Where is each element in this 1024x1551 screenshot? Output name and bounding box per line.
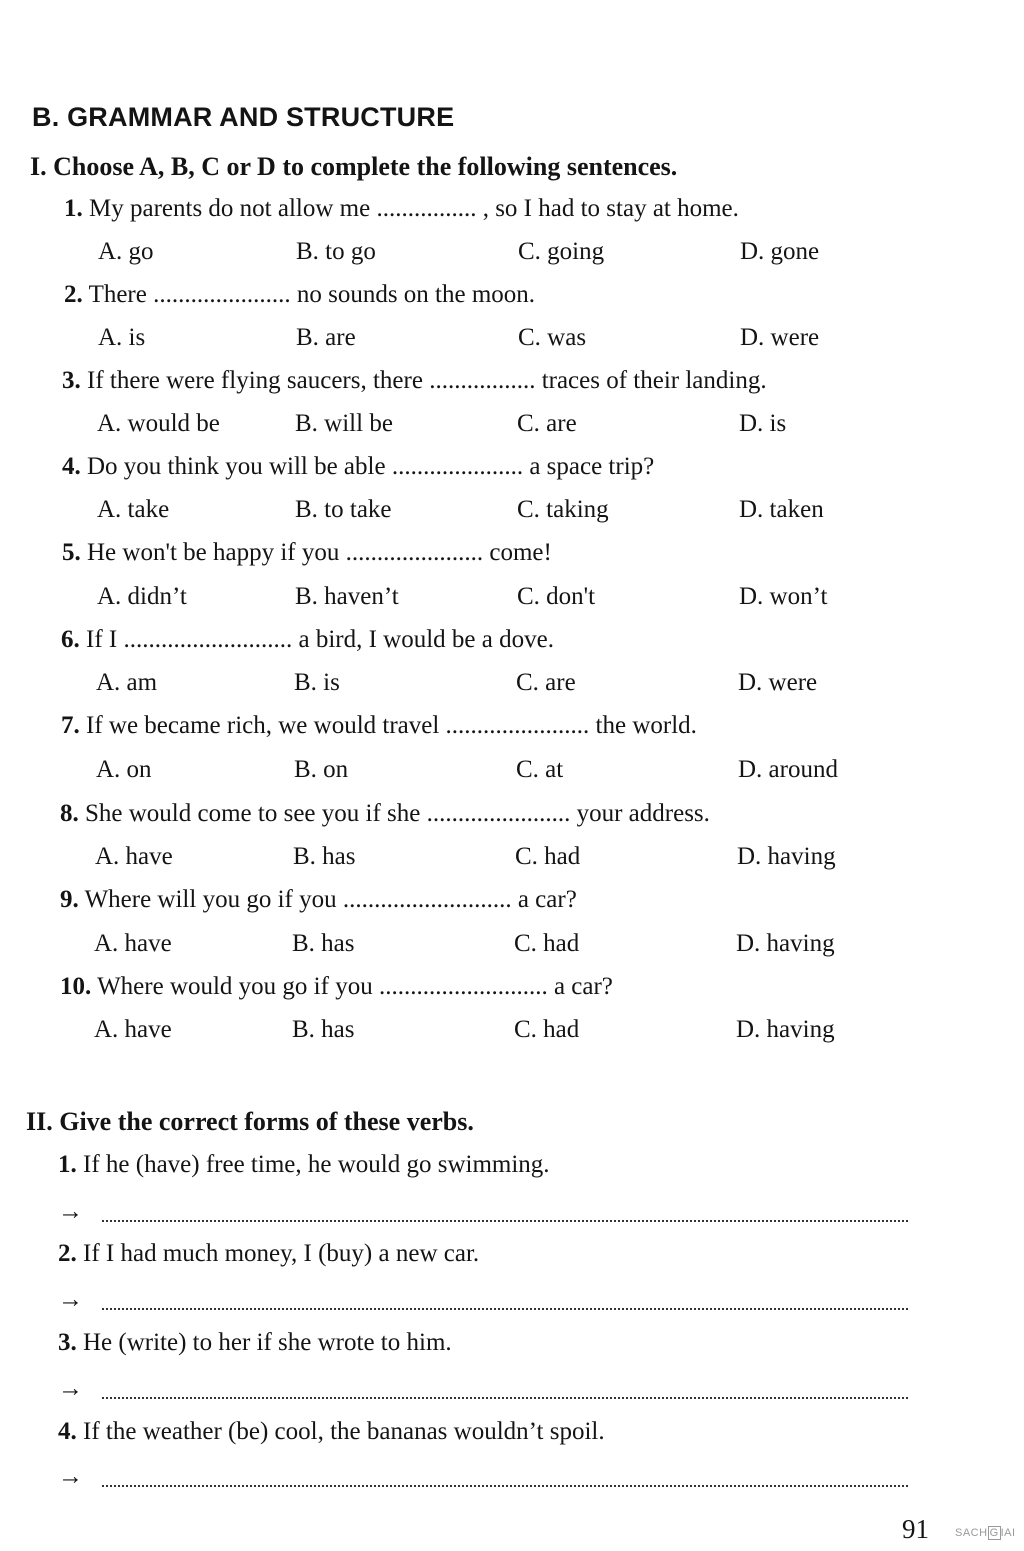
option-c[interactable]: C. don't — [517, 583, 596, 610]
section-title: B. GRAMMAR AND STRUCTURE — [32, 102, 455, 132]
option-c[interactable]: C. had — [514, 1016, 580, 1043]
verb-item — [58, 1151, 550, 1179]
option-b[interactable]: B. has — [292, 1016, 355, 1043]
option-d[interactable]: D. having — [736, 1016, 835, 1043]
option-b[interactable]: B. haven’t — [295, 583, 399, 610]
brand-prefix: SACH — [955, 1527, 988, 1539]
verb-item — [58, 1329, 452, 1357]
brand-logo — [955, 1527, 1016, 1539]
item-text: If the weather (be) cool, the bananas wouldn’t spoil. — [83, 1418, 605, 1445]
option-d[interactable]: D. having — [736, 930, 835, 957]
option-a[interactable]: A. am — [96, 669, 158, 696]
option-d[interactable]: D. were — [740, 324, 820, 351]
question-number: 8. — [60, 800, 79, 827]
option-c[interactable]: C. had — [515, 843, 581, 870]
option-c[interactable]: C. had — [514, 930, 580, 957]
option-a[interactable]: A. is — [98, 324, 146, 351]
option-d[interactable]: D. gone — [740, 238, 820, 265]
question — [64, 195, 739, 223]
question-text: Where will you go if you ........................... a car? — [84, 886, 577, 913]
option-d[interactable]: D. were — [738, 669, 818, 696]
item-number: 3. — [58, 1329, 77, 1356]
dotted-line — [102, 1397, 908, 1399]
option-c[interactable]: C. taking — [517, 496, 609, 523]
option-a[interactable]: A. would be — [97, 410, 220, 437]
question-number: 10. — [60, 973, 92, 1000]
arrow-icon: → — [58, 1463, 83, 1490]
question-number: 6. — [61, 626, 80, 653]
option-b[interactable]: B. has — [293, 843, 356, 870]
part1-title: I. Choose A, B, C or D to complete the following sentences. — [30, 152, 678, 181]
option-a[interactable]: A. have — [95, 843, 173, 870]
verb-item — [58, 1240, 479, 1268]
answer-line[interactable] — [58, 1463, 908, 1497]
part2-title: II. Give the correct forms of these verbs. — [26, 1107, 474, 1136]
question-text: My parents do not allow me ................ , so I had to stay at home. — [89, 195, 739, 222]
question-text: If there were flying saucers, there ................. traces of their landing. — [87, 367, 767, 394]
arrow-icon: → — [58, 1198, 83, 1225]
question-text: If we became rich, we would travel ....................... the world. — [86, 712, 697, 739]
option-c[interactable]: C. are — [517, 410, 577, 437]
question-number: 9. — [60, 886, 79, 913]
option-b[interactable]: B. is — [294, 669, 340, 696]
arrow-icon: → — [58, 1375, 83, 1402]
question-text: He won't be happy if you ...................... come! — [87, 539, 552, 566]
question — [60, 800, 710, 828]
option-a[interactable]: A. have — [94, 930, 172, 957]
question-text: There ...................... no sounds on the moon. — [88, 281, 536, 308]
option-d[interactable]: D. taken — [739, 496, 824, 523]
option-b[interactable]: B. to take — [295, 496, 392, 523]
option-b[interactable]: B. has — [292, 930, 355, 957]
question-text: If I ........................... a bird, I would be a dove. — [86, 626, 554, 653]
option-d[interactable]: D. won’t — [739, 583, 828, 610]
option-b[interactable]: B. to go — [296, 238, 376, 265]
question-number: 4. — [62, 453, 81, 480]
item-text: He (write) to her if she wrote to him. — [83, 1329, 452, 1356]
item-number: 4. — [58, 1418, 77, 1445]
option-d[interactable]: D. around — [738, 756, 838, 783]
dotted-line — [102, 1308, 908, 1310]
question-number: 5. — [62, 539, 81, 566]
item-number: 2. — [58, 1240, 77, 1267]
page-number: 91 — [902, 1514, 929, 1544]
item-text: If I had much money, I (buy) a new car. — [83, 1240, 480, 1267]
question-number: 1. — [64, 195, 83, 222]
question — [60, 886, 577, 914]
option-b[interactable]: B. are — [296, 324, 356, 351]
question — [62, 453, 654, 481]
arrow-icon: → — [58, 1286, 83, 1313]
question — [61, 712, 697, 740]
answer-line[interactable] — [58, 1198, 908, 1232]
option-a[interactable]: A. go — [98, 238, 154, 265]
question-text: She would come to see you if she ....................... your address. — [85, 800, 710, 827]
option-a[interactable]: A. have — [94, 1016, 172, 1043]
dotted-line — [102, 1220, 908, 1222]
option-a[interactable]: A. on — [96, 756, 152, 783]
question — [60, 973, 613, 1001]
question-text: Where would you go if you ........................... a car? — [97, 973, 613, 1000]
option-c[interactable]: C. going — [518, 238, 605, 265]
option-b[interactable]: B. on — [294, 756, 349, 783]
option-d[interactable]: D. having — [737, 843, 836, 870]
question — [62, 539, 552, 567]
option-b[interactable]: B. will be — [295, 410, 393, 437]
answer-line[interactable] — [58, 1286, 908, 1320]
brand-suffix: IAI — [1000, 1527, 1016, 1539]
question-number: 2. — [64, 281, 83, 308]
question — [64, 281, 535, 309]
dotted-line — [102, 1485, 908, 1487]
question-text: Do you think you will be able ..................... a space trip? — [87, 453, 655, 480]
option-c[interactable]: C. was — [518, 324, 587, 351]
brand-box: G — [989, 1527, 999, 1539]
question — [61, 626, 554, 654]
item-text: If he (have) free time, he would go swimming. — [83, 1151, 550, 1178]
answer-line[interactable] — [58, 1375, 908, 1409]
option-c[interactable]: C. at — [516, 756, 564, 783]
option-c[interactable]: C. are — [516, 669, 576, 696]
option-a[interactable]: A. take — [97, 496, 170, 523]
option-a[interactable]: A. didn’t — [97, 583, 187, 610]
question-number: 7. — [61, 712, 80, 739]
verb-item — [58, 1418, 605, 1446]
option-d[interactable]: D. is — [739, 410, 787, 437]
question-number: 3. — [62, 367, 81, 394]
item-number: 1. — [58, 1151, 77, 1178]
question — [62, 367, 767, 395]
